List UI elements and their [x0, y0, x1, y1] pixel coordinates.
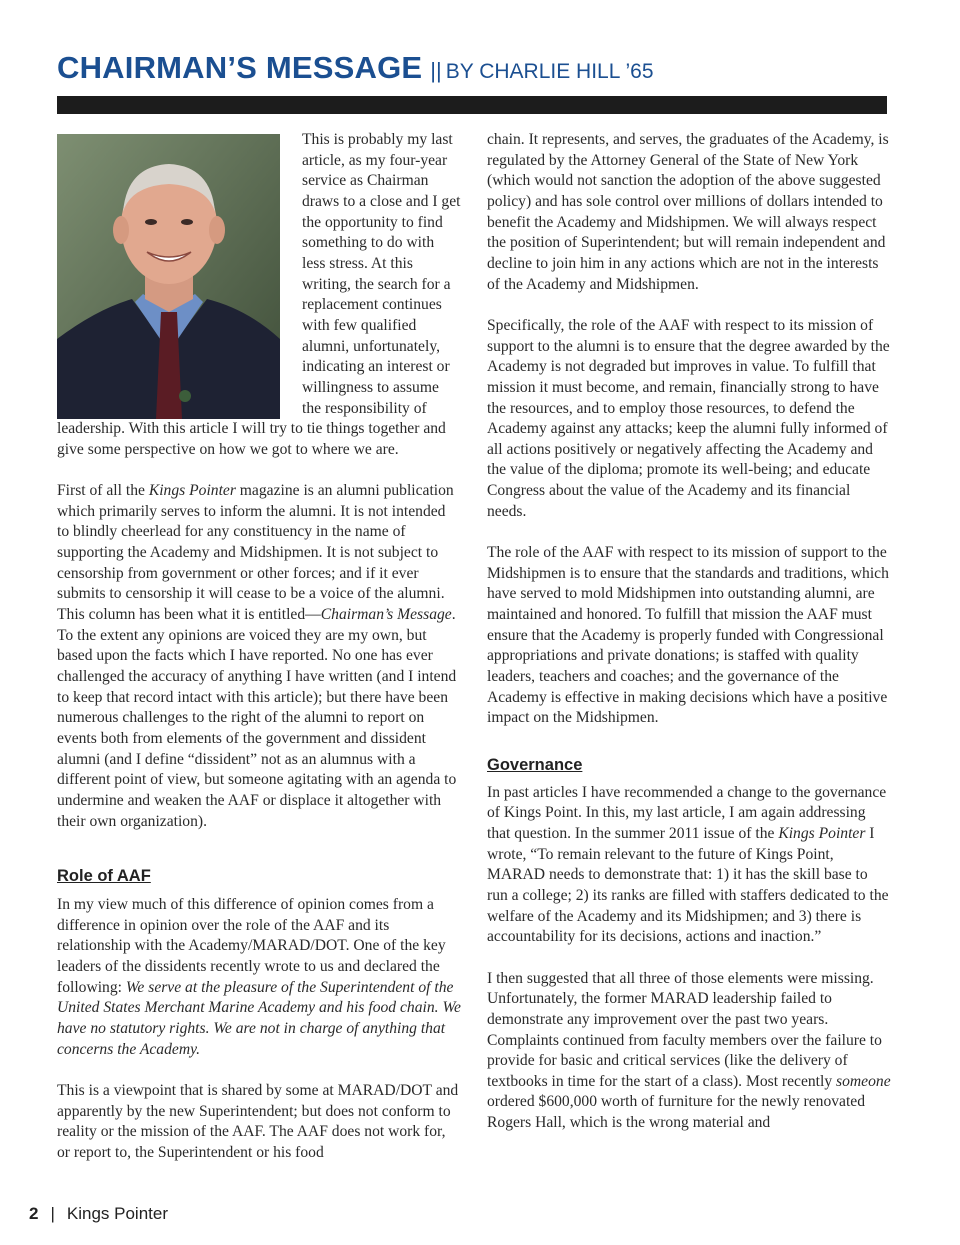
paragraph: In past articles I have recommended a change to the governance of Kings Point. In this, my last article, I am again addressing that question. In the summer 2011 issue of the Kings Pointer I wrote, “To remain relevant to the future of Kings Point, MARAD needs to demonstrate that: 1) it has the skill base to run a college; 2) its ranks are filled with staffers dedicated to the welfare of the Academy and its Midshipmen; and 3) there is accountability for its decisions, actions and inaction.”: [487, 783, 889, 946]
header-divider-bar: [57, 96, 887, 114]
paragraph: chain. It represents, and serves, the graduates of the Academy, is regulated by the Attorney General of the State of New York (which would not sanction the adoption of the above suggested policy) and has sole control over millions of dollars intended to benefit the Academy and Midshipmen. We will always respect the position of Superintendent; but will remain independent and decline to join him in any actions which are not in the interests of the Academy and Midshipmen.: [487, 131, 889, 293]
title-separator: ||: [430, 58, 442, 83]
byline: BY CHARLIE HILL ’65: [445, 60, 654, 83]
paragraph: This is a viewpoint that is shared by some at MARAD/DOT and apparently by the new Superintendent; but does not conform to reality or the mission of the AAF. The AAF does not work for, or report to, the Superintendent or his food: [57, 1081, 459, 1161]
publication-name: Kings Pointer: [66, 1204, 169, 1223]
author-photo: [57, 134, 280, 419]
paragraph: Specifically, the role of the AAF with respect to its mission of support to the alumni is to ensure that the degree awarded by the Academy is not degraded but improves in value. To fulfill that mission it must become, and remain, financially strong to have the resources, and to employ those resources, to defend the Academy against any attacks; keep the alumni fully informed of all actions positively or negatively affecting the Academy and the value of the diploma; promote its well-being; and educate Congress about the value of the Academy and its financial needs.: [487, 316, 890, 520]
paragraph: The role of the AAF with respect to its mission of support to the Midshipmen is to ensure that the standards and traditions, which have served to mold Midshipmen into outstanding alumni, are maintained and honored. To fulfill that mission the AAF must ensure that the Academy is properly funded with Congressional appropriations and private donations; is staffed with quality leaders, teachers and coaches; and the governance of the Academy is effective in making decisions which have a positive impact on the Midshipmen.: [487, 544, 889, 727]
author-portrait-illustration: [57, 134, 280, 419]
article-column-right: [487, 130, 891, 1134]
page-number: 2: [29, 1204, 39, 1223]
paragraph: This is probably my last article, as my four-year service as Chairman draws to a close and I get the opportunity to find something to do with less stress. At this writing, the search for a replacement continues with few qualified alumni, unfortunately, indicating an interest or willingness to assume the responsibility of leadership. With this article I will try to tie things together and give some perspective on how we got to where we are.: [57, 131, 461, 458]
page-footer: [29, 1204, 168, 1224]
paragraph: First of all the Kings Pointer magazine is an alumni publication which primarily serves to inform the alumni. It is not intended to blindly cheerlead for any constituency in the name of supporting the Academy and Midshipmen. It is not subject to censorship from government or other forces; and if it ever submits to censorship it will cease to be a voice of the alumni. This column has been what it is entitled—Chairman’s Message. To the extent any opinions are voiced they are my own, but based upon the facts which I have reported. No one has ever challenged the accuracy of anything I have written (and I intend to keep that record intact with this article); but there have been numerous challenges to the right of the alumni to report on events both from elements of the government and dissident alumni (and I define “dissident” not as an alumnus with a different point of view, but someone agitating with an agenda to undermine and weaken the AAF or displace it altogether with their own organization).: [57, 482, 457, 830]
page-header: [57, 50, 887, 90]
paragraph: I then suggested that all three of those elements were missing. Unfortunately, the former MARAD leadership failed to demonstrate any improvement over the past two years. Complaints continued from faculty members over the failure to provide for basic and critical services (like the delivery of textbooks in time for the start of a class). Most recently someone ordered $600,000 worth of furniture for the newly renovated Rogers Hall, which is the wrong material and: [487, 969, 891, 1132]
section-heading-role-of-aaf: Role of AAF: [57, 867, 151, 886]
section-heading-governance: Governance: [487, 756, 583, 774]
article-column-left: [57, 130, 461, 1163]
page-title: CHAIRMAN’S MESSAGE: [57, 50, 423, 85]
footer-separator: |: [50, 1204, 55, 1223]
paragraph: In my view much of this difference of opinion comes from a difference in opinion over the role of the AAF and its relationship with the Academy/MARAD/DOT. One of the key leaders of the dissidents recently wrote to us and declared the following: We serve at the pleasure of the Superintendent of the United States Merchant Marine Academy and his food chain. We have no statutory rights. We are not in charge of anything that concerns the Academy.: [57, 895, 461, 1058]
